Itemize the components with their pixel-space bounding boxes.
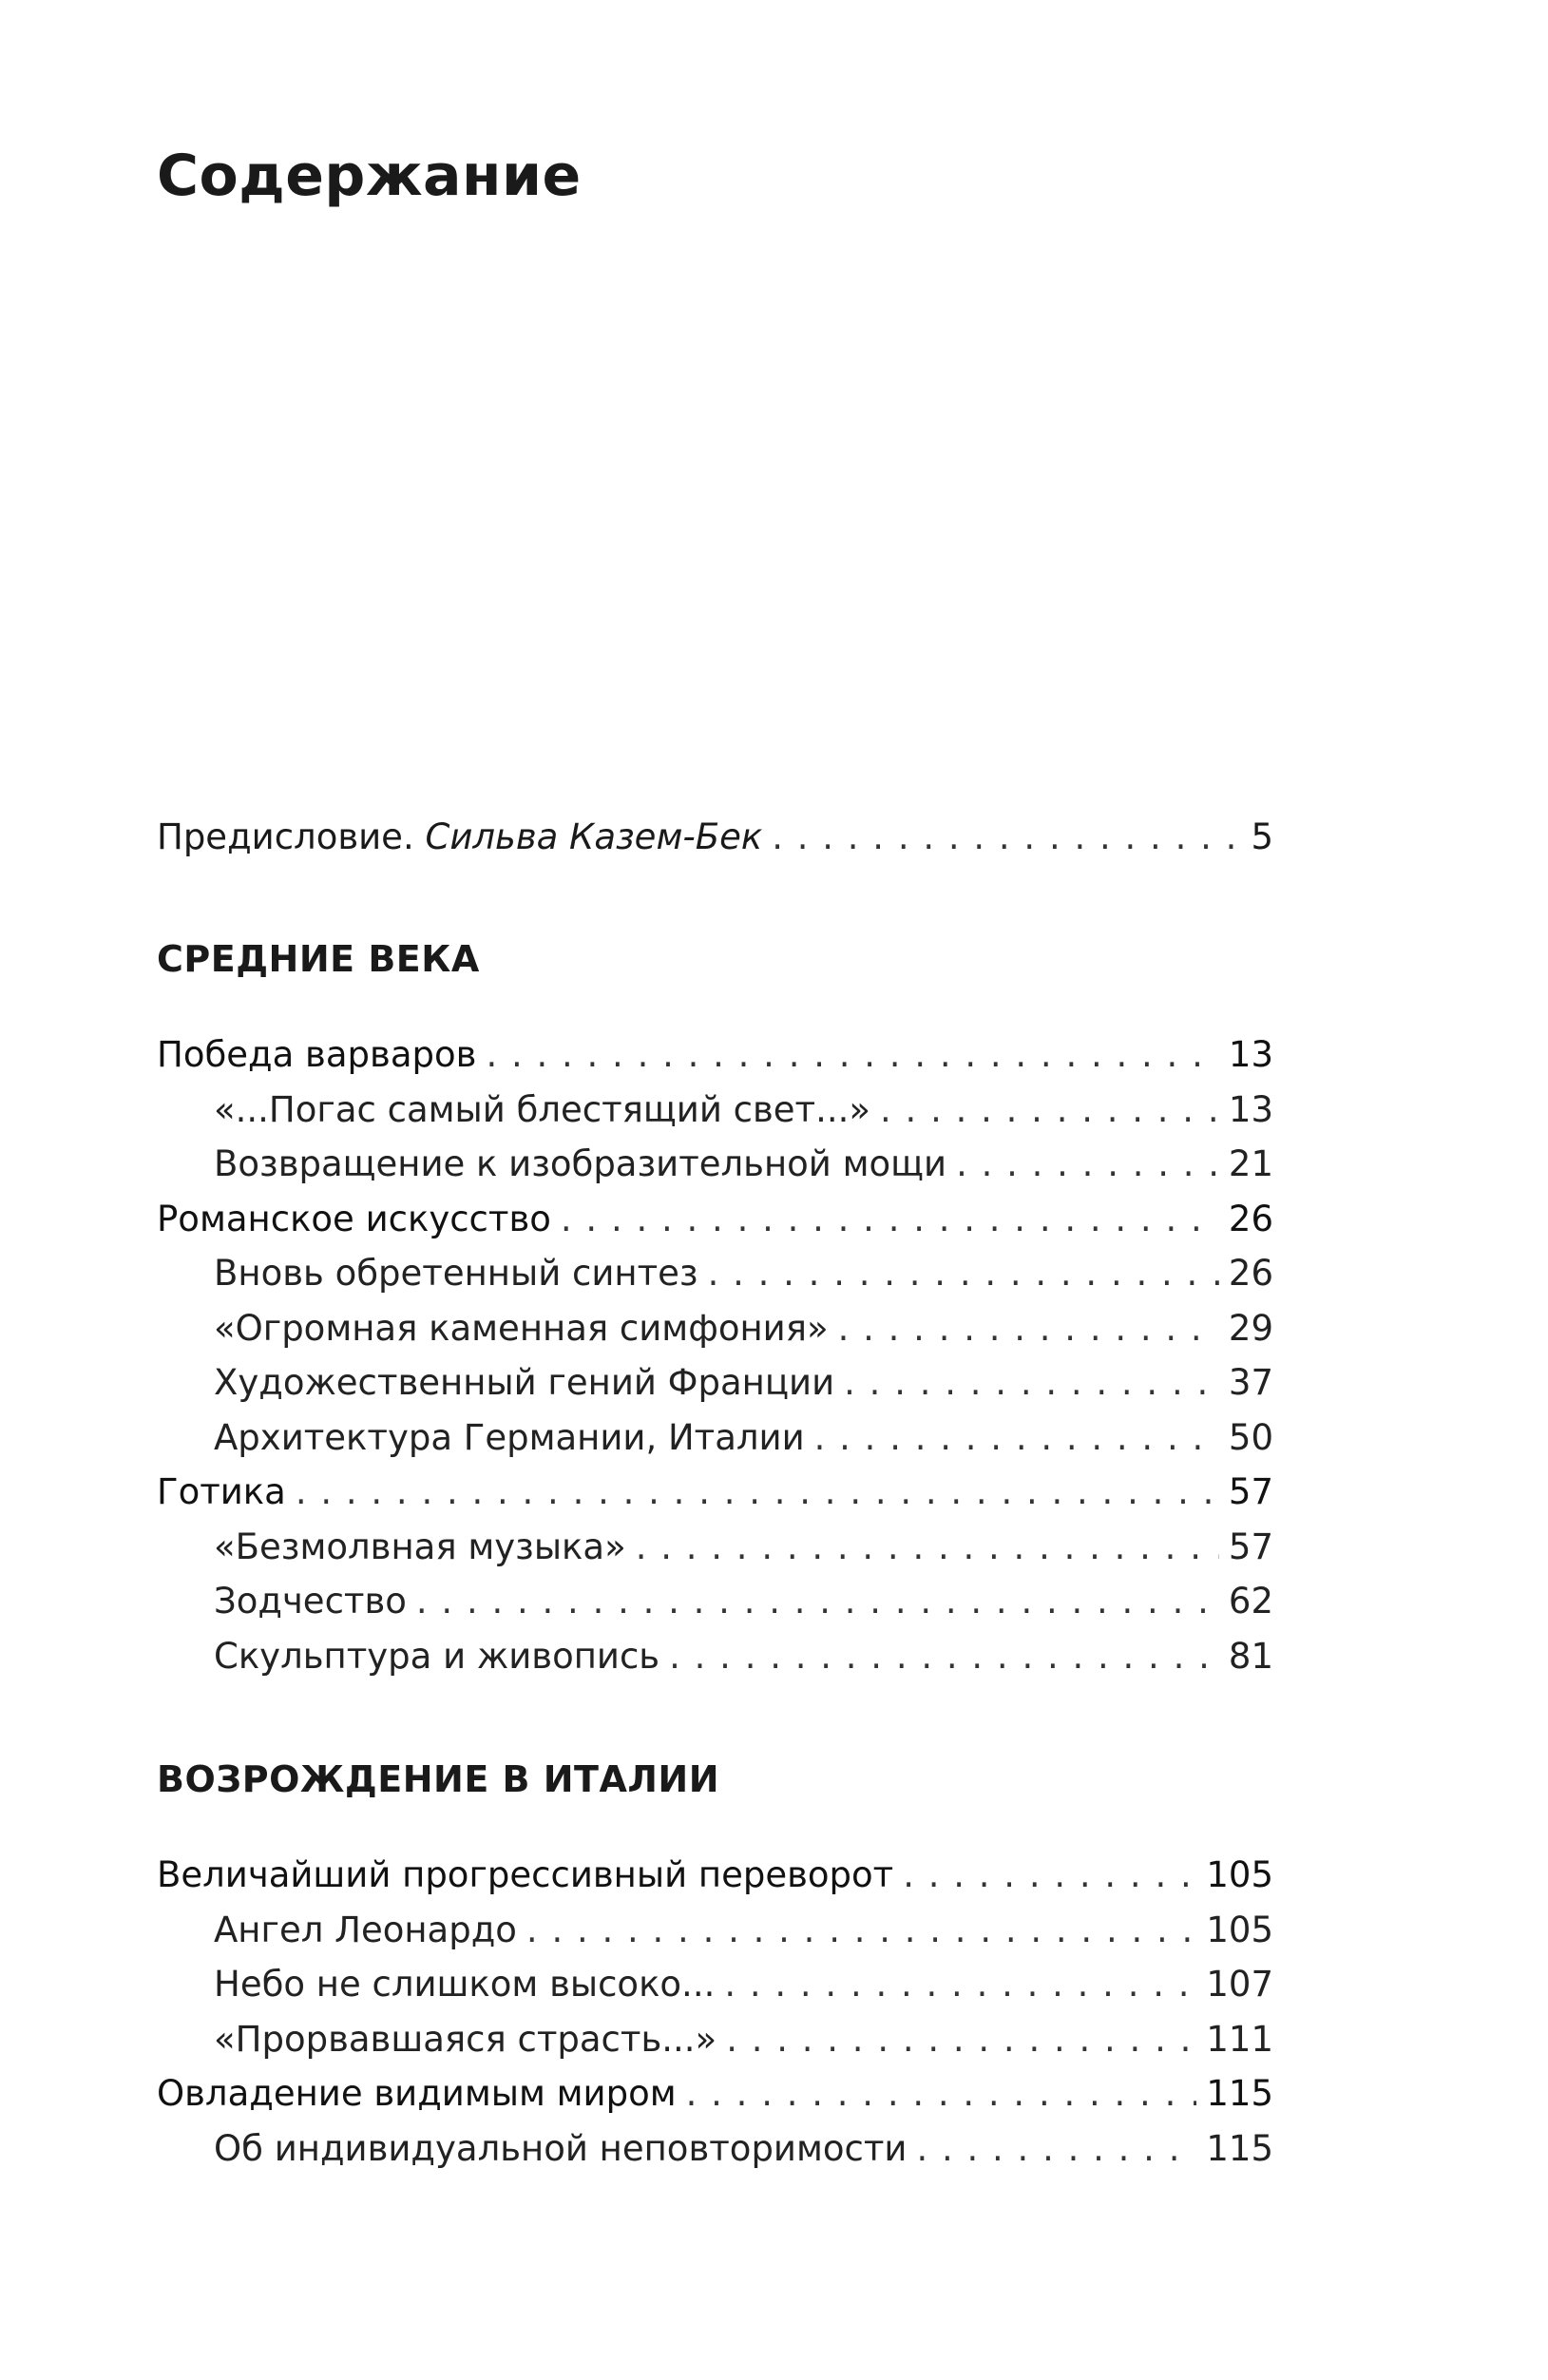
toc-entry-label: «...Погас самый блестящий свет...» (214, 1088, 871, 1130)
dot-leader (526, 1903, 1196, 1958)
toc-page-number: 29 (1228, 1307, 1273, 1349)
toc-subsection-entry[interactable] (157, 1301, 1273, 1356)
toc-subsection-entry[interactable] (157, 1574, 1273, 1629)
toc-page-number: 50 (1228, 1416, 1273, 1458)
toc-page-number: 26 (1228, 1253, 1273, 1294)
toc-entry-label: Романское искусство (157, 1198, 551, 1239)
toc-entry-label: «Огромная каменная симфония» (214, 1307, 829, 1349)
toc-page-number: 115 (1206, 2073, 1273, 2114)
dot-leader (636, 1520, 1219, 1575)
toc-page-number: 62 (1228, 1581, 1273, 1622)
toc-entry-label: Победа варваров (157, 1034, 477, 1075)
toc-entry-label: «Прорвавшаяся страсть...» (214, 2018, 717, 2060)
section-heading-middle-ages: СРЕДНИЕ ВЕКА (157, 938, 480, 980)
toc-page-number: 115 (1206, 2127, 1273, 2169)
toc-page-number: 111 (1206, 2018, 1273, 2060)
toc-entry-label (157, 810, 762, 865)
dot-leader (416, 1574, 1219, 1629)
dot-leader (561, 1192, 1219, 1247)
toc-entry-preface[interactable] (157, 810, 1273, 865)
toc-page-number: 5 (1251, 816, 1273, 857)
toc-entry-label: Ангел Леонардо (214, 1909, 517, 1950)
toc-subsection-entry[interactable] (157, 1520, 1273, 1575)
toc-entry-label: Зодчество (214, 1581, 407, 1622)
toc-section-middle-ages (157, 1027, 1273, 1683)
toc-entry-label: Скульптура и живопись (214, 1635, 660, 1677)
toc-subsection-entry[interactable] (157, 2121, 1273, 2177)
dot-leader (916, 2121, 1196, 2177)
toc-entry-label: Архитектура Германии, Италии (214, 1416, 805, 1458)
toc-chapter-entry[interactable] (157, 1027, 1273, 1083)
toc-entry-label: Вновь обретенный синтез (214, 1253, 698, 1294)
toc-page-number: 37 (1228, 1362, 1273, 1403)
preface-author: Сильва Казем-Бек (425, 816, 763, 857)
dot-leader (296, 1465, 1219, 1520)
toc-page-number: 57 (1228, 1526, 1273, 1567)
toc-page-number: 57 (1228, 1471, 1273, 1512)
dot-leader (724, 1957, 1196, 2012)
dot-leader (726, 2012, 1196, 2067)
dot-leader (956, 1137, 1219, 1192)
toc-chapter-entry[interactable] (157, 1465, 1273, 1520)
dot-leader (486, 1027, 1218, 1083)
toc-section-italian-renaissance (157, 1848, 1273, 2176)
toc-page-number: 105 (1206, 1909, 1273, 1950)
dot-leader (844, 1355, 1219, 1411)
toc-subsection-entry[interactable] (157, 1957, 1273, 2012)
toc-entry-label: Готика (157, 1471, 286, 1512)
toc-subsection-entry[interactable] (157, 1903, 1273, 1958)
toc-page-number: 105 (1206, 1854, 1273, 1895)
dot-leader (669, 1629, 1219, 1684)
toc-subsection-entry[interactable] (157, 1246, 1273, 1301)
toc-page-number: 107 (1206, 1964, 1273, 2005)
dot-leader (708, 1246, 1219, 1301)
toc-entry-label: Об индивидуальной неповторимости (214, 2127, 908, 2169)
page-title: Содержание (157, 143, 582, 209)
dot-leader (814, 1411, 1219, 1466)
dot-leader (686, 2066, 1197, 2121)
toc-preface (157, 810, 1273, 865)
toc-entry-label: Овладение видимым миром (157, 2073, 677, 2114)
toc-subsection-entry[interactable] (157, 1137, 1273, 1192)
dot-leader (903, 1848, 1196, 1903)
preface-label: Предисловие. (157, 816, 414, 857)
toc-entry-label: Величайший прогрессивный переворот (157, 1854, 894, 1895)
toc-chapter-entry[interactable] (157, 2066, 1273, 2121)
toc-page-number: 26 (1228, 1198, 1273, 1239)
dot-leader (880, 1083, 1219, 1138)
toc-page-number: 81 (1228, 1635, 1273, 1677)
toc-subsection-entry[interactable] (157, 2012, 1273, 2067)
toc-page-number: 13 (1228, 1088, 1273, 1130)
toc-page-number: 21 (1228, 1143, 1273, 1184)
toc-page-number: 13 (1228, 1034, 1273, 1075)
toc-subsection-entry[interactable] (157, 1355, 1273, 1411)
dot-leader (838, 1301, 1219, 1356)
toc-subsection-entry[interactable] (157, 1083, 1273, 1138)
toc-entry-label: Небо не слишком высоко... (214, 1964, 716, 2005)
toc-entry-label: «Безмолвная музыка» (214, 1526, 626, 1567)
toc-chapter-entry[interactable] (157, 1192, 1273, 1247)
section-heading-italian-renaissance: ВОЗРОЖДЕНИЕ В ИТАЛИИ (157, 1758, 720, 1800)
dot-leader (772, 810, 1241, 865)
toc-subsection-entry[interactable] (157, 1629, 1273, 1684)
toc-entry-label: Возвращение к изобразительной мощи (214, 1143, 947, 1184)
toc-entry-label: Художественный гений Франции (214, 1362, 835, 1403)
toc-subsection-entry[interactable] (157, 1411, 1273, 1466)
toc-chapter-entry[interactable] (157, 1848, 1273, 1903)
